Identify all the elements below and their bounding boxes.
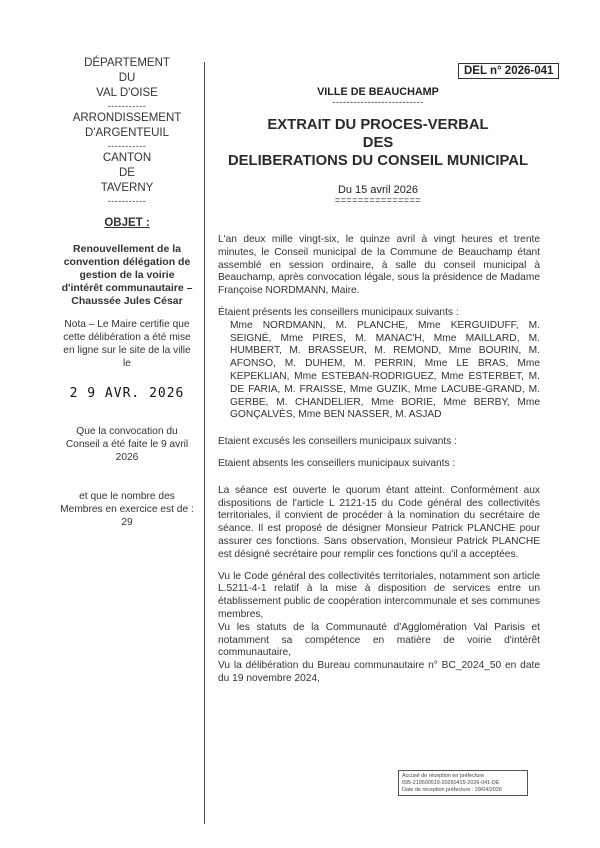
canton-line: CANTON — [102, 152, 152, 164]
vu-paragraph: Vu la délibération du Bureau communautaire n° BC_2024_50 en date du 19 novembre 2024, — [218, 660, 540, 684]
membres-text: et que le nombre des Membres en exercice est de : 29 — [60, 491, 194, 528]
separator: ----------- — [107, 101, 147, 111]
title-line: DES — [362, 135, 394, 151]
departement-line: DÉPARTEMENT — [84, 57, 170, 69]
online-date-stamp: 2 9 AVR. 2026 — [69, 386, 185, 401]
column-divider — [204, 62, 205, 824]
quorum-paragraph: La séance est ouverte le quorum étant atteint. Conformément aux dispositions de l'article L 2121-15 du Code général des collectivités territoriales, il convient de procéder à la nomination du secrétaire de séance. Il est proposé de désigner Monsieur Patrick PLANCHE pour assurer ces fonctions. Sans observation, Monsieur Patrick PLANCHE est désigné secrétaire pour remplir ces fonctions qu'il a acceptées. — [218, 484, 540, 560]
document-body — [218, 234, 540, 695]
left-column — [60, 56, 194, 529]
vu-paragraph: Vu le Code général des collectivités territoriales, notamment son article L.5211-4-1 relatif à la mise à disposition de services entre un établissement public de coopération intercommunale et ses communes membres, — [218, 570, 540, 620]
canton-line: TAVERNY — [100, 182, 154, 194]
separator: ----------- — [107, 196, 147, 206]
receipt-line: 095-219500519-20260415-2026-041-DE — [402, 779, 500, 786]
presents-label: Étaient présents les conseillers municipaux suivants : — [218, 306, 459, 318]
document-header — [210, 86, 546, 205]
intro-paragraph: L'an deux mille vingt-six, le quinze avril à vingt heures et trente minutes, le Conseil municipal de la Commune de Beauchamp étant assemblé en session ordinaire, à salle du conseil municipal à Beauchamp, après convocation légale, sous la présidence de Madame Françoise NORDMANN, Maire. — [218, 234, 540, 297]
arrondissement-line: ARRONDISSEMENT — [72, 112, 182, 124]
header-dash: -------------------------- — [332, 97, 424, 107]
vu-paragraph: Vu les statuts de la Communauté d'Agglomération Val Parisis et notamment sa compétence en matière de voirie d'intérêt communautaire, — [218, 621, 540, 659]
receipt-line: Date de réception préfecture : 29/04/2026 — [402, 786, 502, 793]
title-line: DELIBERATIONS DU CONSEIL MUNICIPAL — [227, 153, 529, 169]
departement-block — [60, 56, 194, 101]
separator: ----------- — [107, 141, 147, 151]
presents-list: Mme NORDMANN, M. PLANCHE, Mme KERGUIDUFF, M. SEIGNÉ, Mme PIRES, M. MANAC'H, Mme MAILLARD, M. HUMBERT, M. BRASSEUR, M. REMOND, Mme BOURIN, M. AFONSO, M. DUHEM, M. PERRIN, Mme LE BRAS, Mme KEPEKLIAN, Mme ESTEBAN-RODRIGUEZ, Mme ESTERBET, M. DE FARIA, M. FRAISSE, Mme GUZIK, Mme LACUBE-GRAND, M. GERBE, M. CHANDELIER, Mme BORIE, Mme BERBY, Mme GONÇALVÈS, Mme BEN NASSER, M. ASJAD — [230, 319, 540, 421]
canton-block — [60, 151, 194, 196]
arrondissement-line: D'ARGENTEUIL — [85, 127, 169, 139]
ville-name: VILLE DE BEAUCHAMP — [317, 86, 439, 98]
absents-label: Etaient absents les conseillers municipaux suivants : — [218, 457, 456, 469]
canton-line: DE — [119, 167, 135, 179]
convocation-text: Que la convocation du Conseil a été faite le 9 avril 2026 — [65, 426, 189, 463]
departement-line: DU — [118, 72, 136, 84]
arrondissement-block — [60, 111, 194, 141]
departement-line: VAL D'OISE — [96, 87, 158, 99]
date-underline: =============== — [334, 195, 422, 205]
session-date: Du 15 avril 2026 — [337, 184, 419, 196]
prefecture-receipt — [398, 770, 528, 796]
nota-text: Nota – Le Maire certifie que cette délibération a été mise en ligne sur le site de la ville le — [63, 319, 191, 369]
receipt-line: Accusé de réception en préfecture — [402, 773, 485, 779]
document-title — [210, 116, 546, 170]
title-line: EXTRAIT DU PROCES-VERBAL — [267, 117, 489, 133]
deliberation-number: DEL n° 2026-041 — [458, 63, 559, 79]
objet-label: OBJET : — [104, 217, 150, 229]
subject-text: Renouvellement de la convention délégation de gestion de la voirie d'intérêt communautaire – Chaussée Jules César — [61, 243, 193, 307]
excuses-label: Etaient excusés les conseillers municipaux suivants : — [218, 436, 457, 448]
